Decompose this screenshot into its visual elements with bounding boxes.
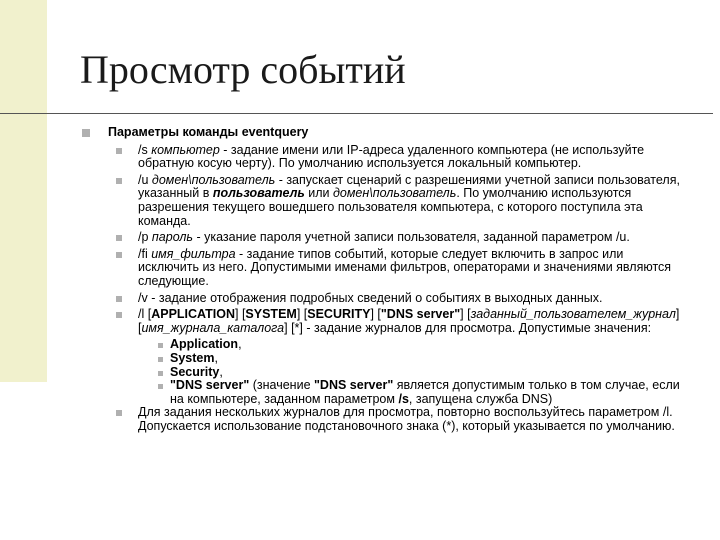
text-segment: /s <box>138 142 152 157</box>
log-value-text <box>170 378 680 406</box>
text-segment: ] [ <box>235 307 246 322</box>
square-bullet-icon <box>116 235 122 241</box>
parameter-item <box>82 292 682 306</box>
square-bullet-icon <box>158 384 163 389</box>
text-segment: или <box>304 186 333 201</box>
text-segment: /s <box>398 391 409 406</box>
text-segment: Для задания нескольких журналов для просмотра, повторно воспользуйтесь параметром /l. Допускается использование подстановочного знака (*), который указывается по умолчанию. <box>138 405 675 433</box>
text-segment: , <box>238 337 242 352</box>
parameter-item <box>82 231 682 245</box>
text-segment: /p <box>138 230 152 245</box>
parameter-item <box>82 144 682 171</box>
square-bullet-icon <box>116 252 122 258</box>
text-segment: (значение <box>249 378 314 393</box>
parameter-item <box>82 174 682 228</box>
slide-content <box>82 126 682 436</box>
text-segment: домен\пользователь <box>333 186 457 201</box>
text-segment: APPLICATION <box>151 307 235 322</box>
square-bullet-icon <box>116 296 122 302</box>
text-segment: домен\пользователь <box>151 172 276 187</box>
parameter-item <box>82 308 682 335</box>
text-segment: компьютер <box>151 142 220 157</box>
parameter-item <box>82 406 682 433</box>
square-bullet-icon <box>116 312 122 318</box>
parameter-item <box>82 248 682 289</box>
text-segment: - задание типов событий, которые следует включить в запрос или исключить из него. Допустимыми именами фильтров, операторами и значениями являются следующие. <box>138 246 672 288</box>
parameter-text <box>138 173 680 228</box>
square-bullet-icon <box>158 343 163 348</box>
text-segment: /u <box>138 172 152 187</box>
text-segment: "DNS server" <box>170 378 250 393</box>
parameter-text <box>138 405 675 433</box>
log-value-text <box>170 337 242 351</box>
parameter-text <box>138 247 671 288</box>
text-segment: /v - задание отображения подробных сведений о событиях в выходных данных. <box>138 290 603 305</box>
text-segment: ] [ <box>138 307 680 335</box>
parameters-heading: Параметры команды eventquery <box>108 125 309 139</box>
square-bullet-icon <box>158 371 163 376</box>
text-segment: SECURITY <box>307 307 371 322</box>
text-segment: ] [*] - задание журналов для просмотра. Допустимые значения: <box>284 320 652 335</box>
square-bullet-icon <box>116 410 122 416</box>
parameter-text <box>138 230 630 244</box>
heading-item <box>82 126 682 140</box>
text-segment: Application <box>170 337 239 352</box>
log-value-text <box>170 351 218 365</box>
sidebar-band <box>0 0 47 382</box>
text-segment: /l [ <box>138 307 152 322</box>
log-value-text <box>170 365 223 379</box>
parameter-text <box>138 143 644 171</box>
text-segment: заданный_пользователем_журнал <box>470 307 676 322</box>
title-divider <box>0 113 713 114</box>
text-segment: - указание пароля учетной записи пользователя, заданной параметром /u. <box>193 230 630 245</box>
text-segment: , <box>219 364 223 379</box>
square-bullet-icon <box>158 357 163 362</box>
text-segment: , <box>214 350 218 365</box>
slide-title: Просмотр событий <box>80 47 406 92</box>
text-segment: имя_фильтра <box>151 246 236 261</box>
text-segment: System <box>170 350 215 365</box>
parameter-text <box>138 307 679 335</box>
text-segment: SYSTEM <box>245 307 297 322</box>
text-segment: . По умолчанию используются разрешения текущего вошедшего пользователя компьютера, с которого поступила эта команда. <box>138 186 643 228</box>
text-segment: имя_журнала_каталога <box>141 320 285 335</box>
log-value-item <box>82 338 682 352</box>
text-segment: - запускает сценарий с разрешениями учетной записи пользователя, указанный в <box>138 172 680 201</box>
square-bullet-icon <box>116 178 122 184</box>
parameter-text <box>138 291 603 305</box>
parameter-list <box>82 144 682 434</box>
bold-italic-segment <box>213 186 305 200</box>
text-segment: - задание имени или IP-адреса удаленного компьютера (не используйте обратную косую черту). По умолчанию используется локальный компьютер. <box>138 142 645 171</box>
log-values-list <box>82 338 682 406</box>
text-segment: Security <box>170 364 220 379</box>
text-segment: ] [ <box>296 307 308 322</box>
log-value-item <box>82 366 682 380</box>
text-segment: , запущена служба DNS) <box>408 391 553 406</box>
text-segment: "DNS server" <box>314 378 394 393</box>
text-segment: ] [ <box>370 307 381 322</box>
text-segment: является допустимым только в том случае, если на компьютере, заданном параметром <box>170 378 680 406</box>
square-bullet-icon <box>82 129 90 137</box>
text-segment: "DNS server" <box>380 307 461 322</box>
text-segment: пароль <box>151 230 193 245</box>
square-bullet-icon <box>116 148 122 154</box>
log-value-item <box>82 379 682 406</box>
text-segment: ] [ <box>460 307 471 322</box>
log-value-item <box>82 352 682 366</box>
text-segment: пользователь <box>212 186 305 201</box>
text-segment: /fi <box>138 246 152 261</box>
